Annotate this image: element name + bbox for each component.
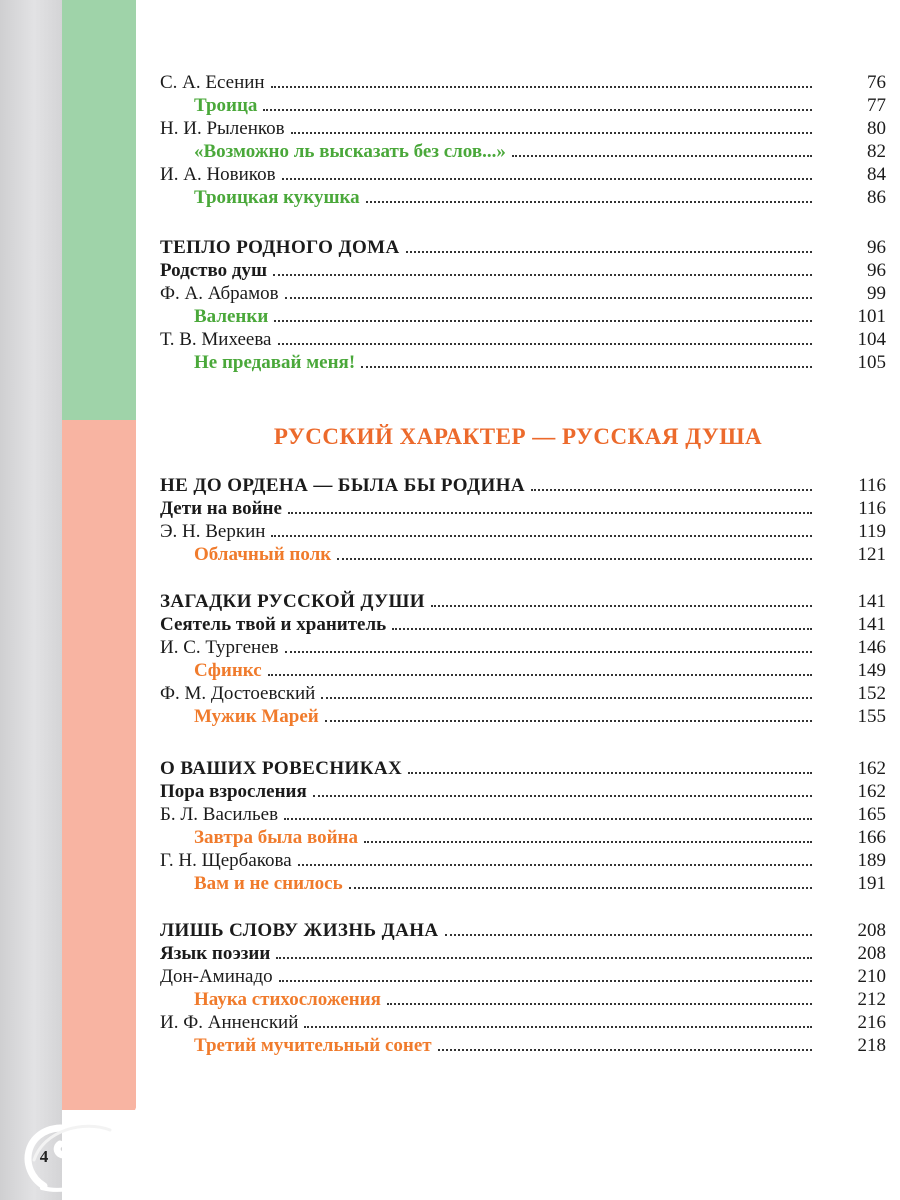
toc-label: Язык поэзии <box>160 943 271 964</box>
toc-label: Б. Л. Васильев <box>160 804 279 825</box>
dot-leader <box>276 957 812 959</box>
dot-leader <box>298 864 812 866</box>
toc-label: О ВАШИХ РОВЕСНИКАХ <box>160 758 403 779</box>
toc-entry-work[interactable] <box>194 1035 886 1059</box>
toc-page: 216 <box>857 1012 886 1033</box>
toc-label: Не предавай меня! <box>194 352 356 373</box>
toc-entry-subsection[interactable] <box>160 781 886 805</box>
toc-label: НЕ ДО ОРДЕНА — БЫЛА БЫ РОДИНА <box>160 475 525 496</box>
toc-entry-work[interactable] <box>194 544 886 568</box>
toc-entry-work[interactable] <box>194 873 886 897</box>
toc-entry-subsection[interactable] <box>160 614 886 638</box>
toc-page: 152 <box>857 683 886 704</box>
toc-page: 104 <box>857 329 886 350</box>
dot-leader <box>325 720 812 722</box>
toc-label: Завтра была война <box>194 827 358 848</box>
dot-leader <box>438 1049 812 1051</box>
page-number: 4 <box>39 1147 49 1166</box>
dot-leader <box>392 628 812 630</box>
toc-page: 96 <box>867 260 886 281</box>
toc-entry-author[interactable] <box>160 283 886 307</box>
toc-label: Ф. М. Достоевский <box>160 683 316 704</box>
toc-entry-subsection[interactable] <box>160 943 886 967</box>
left-margin-strip <box>0 0 62 1200</box>
dot-leader <box>445 934 812 936</box>
toc-page: 116 <box>858 475 886 496</box>
toc-entry-section[interactable] <box>160 920 886 944</box>
dot-leader <box>321 697 812 699</box>
toc-entry-author[interactable] <box>160 637 886 661</box>
toc-page: 155 <box>857 706 886 727</box>
toc-entry-author[interactable] <box>160 329 886 353</box>
toc-entry-author[interactable] <box>160 72 886 96</box>
toc-label: Э. Н. Веркин <box>160 521 266 542</box>
toc-label: И. Ф. Анненский <box>160 1012 299 1033</box>
toc-entry-work[interactable] <box>194 95 886 119</box>
dot-leader <box>278 343 813 345</box>
dot-leader <box>387 1003 812 1005</box>
dot-leader <box>366 201 812 203</box>
toc-page: 80 <box>867 118 886 139</box>
toc-label: С. А. Есенин <box>160 72 265 93</box>
toc-entry-author[interactable] <box>160 804 886 828</box>
toc-entry-author[interactable] <box>160 521 886 545</box>
toc-label: Сфинкс <box>194 660 262 681</box>
toc-label: Т. В. Михеева <box>160 329 272 350</box>
dot-leader <box>361 366 812 368</box>
toc-page: 105 <box>857 352 886 373</box>
toc-label: Вам и не снилось <box>194 873 343 894</box>
toc-entry-work[interactable] <box>194 187 886 211</box>
dot-leader <box>279 980 812 982</box>
toc-page: 218 <box>857 1035 886 1056</box>
toc-page: 77 <box>867 95 886 116</box>
dot-leader <box>349 887 812 889</box>
toc-page: 82 <box>867 141 886 162</box>
toc-page: 86 <box>867 187 886 208</box>
toc-page: 121 <box>857 544 886 565</box>
toc-entry-author[interactable] <box>160 683 886 707</box>
dot-leader <box>273 274 812 276</box>
toc-label: Третий мучительный сонет <box>194 1035 432 1056</box>
toc-page: 141 <box>857 591 886 612</box>
toc-page: 208 <box>857 943 886 964</box>
toc-entry-subsection[interactable] <box>160 498 886 522</box>
toc-label: Дети на войне <box>160 498 282 519</box>
dot-leader <box>364 841 812 843</box>
toc-label: И. С. Тургенев <box>160 637 279 658</box>
toc-label: Сеятель твой и хранитель <box>160 614 387 635</box>
toc-entry-work[interactable] <box>194 660 886 684</box>
salmon-color-band <box>62 420 136 1110</box>
toc-label: Родство душ <box>160 260 267 281</box>
toc-label: Пора взросления <box>160 781 307 802</box>
dot-leader <box>291 132 812 134</box>
toc-page: 210 <box>857 966 886 987</box>
toc-page: 208 <box>857 920 886 941</box>
toc-label: ТЕПЛО РОДНОГО ДОМА <box>160 237 400 258</box>
toc-label: Мужик Марей <box>194 706 319 727</box>
dot-leader <box>285 297 812 299</box>
toc-entry-author[interactable] <box>160 1012 886 1036</box>
toc-entry-subsection[interactable] <box>160 260 886 284</box>
toc-entry-section[interactable] <box>160 475 886 499</box>
dot-leader <box>274 320 812 322</box>
toc-page: 162 <box>857 781 886 802</box>
toc-page: 146 <box>857 637 886 658</box>
toc-entry-section[interactable] <box>160 758 886 782</box>
dot-leader <box>288 512 812 514</box>
dot-leader <box>263 109 812 111</box>
green-color-band <box>62 0 136 420</box>
toc-entry-section[interactable] <box>160 591 886 615</box>
toc-label: Наука стихосложения <box>194 989 381 1010</box>
toc-page: 162 <box>857 758 886 779</box>
toc-page: 116 <box>858 498 886 519</box>
toc-entry-author[interactable] <box>160 164 886 188</box>
dot-leader <box>337 558 812 560</box>
toc-entry-work[interactable] <box>194 706 886 730</box>
toc-entry-work[interactable] <box>194 352 886 376</box>
toc-entry-work[interactable] <box>194 141 886 165</box>
dot-leader <box>268 674 812 676</box>
toc-page: 96 <box>867 237 886 258</box>
dot-leader <box>512 155 812 157</box>
dot-leader <box>271 86 812 88</box>
toc-entry-author[interactable] <box>160 850 886 874</box>
toc-entry-work[interactable] <box>194 306 886 330</box>
toc-label: И. А. Новиков <box>160 164 276 185</box>
toc-page: 101 <box>857 306 886 327</box>
dot-leader <box>282 178 812 180</box>
part-title: РУССКИЙ ХАРАКТЕР — РУССКАЯ ДУША <box>273 424 763 449</box>
toc-page: 84 <box>867 164 886 185</box>
toc-entry-author[interactable] <box>160 118 886 142</box>
toc-label: Облачный полк <box>194 544 332 565</box>
dot-leader <box>408 772 812 774</box>
toc-label: Троица <box>194 95 258 116</box>
toc-page: 191 <box>857 873 886 894</box>
toc-page: 76 <box>867 72 886 93</box>
toc-label: Г. Н. Щербакова <box>160 850 292 871</box>
toc-label: ЛИШЬ СЛОВУ ЖИЗНЬ ДАНА <box>160 920 439 941</box>
toc-page: 149 <box>857 660 886 681</box>
toc-label: Н. И. Рыленков <box>160 118 285 139</box>
toc-entry-section[interactable] <box>160 237 886 261</box>
toc-entry-work[interactable] <box>194 989 886 1013</box>
toc-page: 119 <box>858 521 886 542</box>
dot-leader <box>271 535 812 537</box>
toc-label: Дон-Аминадо <box>160 966 273 987</box>
dot-leader <box>531 489 812 491</box>
toc-label: Троицкая кукушка <box>194 187 360 208</box>
toc-page: 212 <box>857 989 886 1010</box>
toc-entry-work[interactable] <box>194 827 886 851</box>
dot-leader <box>431 605 812 607</box>
dot-leader <box>406 251 812 253</box>
dot-leader <box>313 795 812 797</box>
dot-leader <box>284 818 812 820</box>
toc-label: Ф. А. Абрамов <box>160 283 279 304</box>
toc-entry-author[interactable] <box>160 966 886 990</box>
toc-label: Валенки <box>194 306 269 327</box>
dot-leader <box>304 1026 812 1028</box>
toc-label: «Возможно ль высказать без слов...» <box>194 141 506 162</box>
dot-leader <box>285 651 812 653</box>
toc-page: 165 <box>857 804 886 825</box>
toc-page: 99 <box>867 283 886 304</box>
toc-page: 189 <box>857 850 886 871</box>
toc-page: 141 <box>857 614 886 635</box>
toc-label: ЗАГАДКИ РУССКОЙ ДУШИ <box>160 591 425 612</box>
toc-page: 166 <box>857 827 886 848</box>
